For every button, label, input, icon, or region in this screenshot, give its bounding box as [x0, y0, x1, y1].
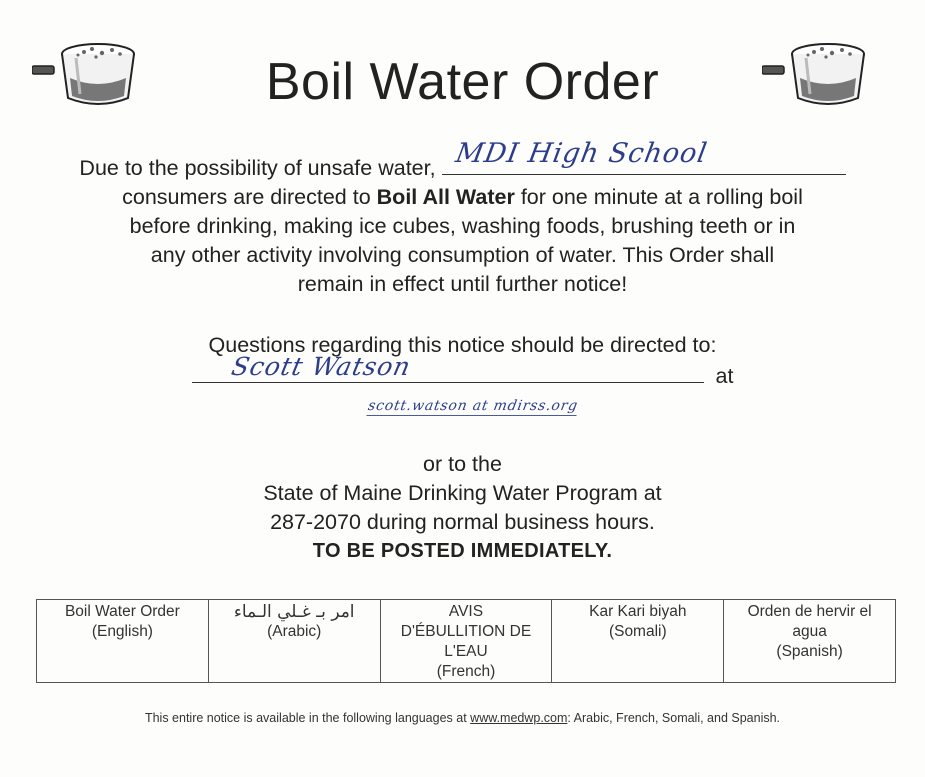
- contact-name-handwriting: Scott Watson: [228, 352, 414, 381]
- questions-line: Questions regarding this notice should be directed to:: [208, 333, 717, 357]
- contact-line: [0, 352, 925, 391]
- language-name: D'ÉBULLITION DE: [400, 623, 532, 640]
- table-row: [37, 600, 896, 683]
- questions-paragraph: [0, 331, 925, 391]
- notice-text: for one minute at a rolling boil: [520, 185, 803, 209]
- language-cell-arabic: [208, 600, 380, 683]
- state-line-2: State of Maine Drinking Water Program at: [263, 481, 662, 505]
- language-cell-french: [380, 600, 552, 683]
- notice-line-3: before drinking, making ice cubes, washing foods, brushing teeth or in: [129, 214, 796, 238]
- language-name: AVIS: [448, 603, 484, 620]
- notice-line-4: any other activity involving consumption of water. This Order shall: [150, 243, 775, 267]
- language-name: Kar Kari biyah: [589, 603, 687, 620]
- language-cell-english: [37, 600, 209, 683]
- notice-line-2: [0, 183, 925, 212]
- language-cell-somali: [552, 600, 724, 683]
- language-label: (Arabic): [267, 623, 322, 640]
- notice-paragraph: [0, 138, 925, 299]
- notice-line-5: remain in effect until further notice!: [297, 272, 628, 296]
- language-label: (Spanish): [776, 643, 843, 660]
- language-name: Boil Water Order: [64, 603, 180, 620]
- notice-text: Due to the possibility of unsafe water,: [79, 156, 436, 180]
- state-line-1: or to the: [423, 452, 502, 476]
- boil-all-water-emphasis: Boil All Water: [376, 185, 515, 209]
- language-table: [36, 599, 896, 683]
- language-label: (French): [436, 663, 496, 680]
- language-name: امر بـ غـلي الـماء: [233, 602, 355, 622]
- footer-text: This entire notice is available in the following languages at: [144, 711, 467, 725]
- water-system-field[interactable]: [442, 138, 846, 183]
- state-line-3: 287-2070 during normal business hours.: [270, 510, 655, 534]
- notice-line-1: [0, 138, 925, 183]
- language-label: (Somali): [608, 623, 667, 640]
- footer-note: [0, 711, 925, 725]
- page-title: Boil Water Order: [265, 53, 660, 111]
- contact-name-field[interactable]: [192, 352, 710, 391]
- footer-text: : Arabic, French, Somali, and Spanish.: [567, 711, 781, 725]
- water-system-handwriting: MDI High School: [452, 138, 710, 169]
- at-label: at: [715, 364, 734, 388]
- language-name: agua: [792, 623, 827, 640]
- language-label: (English): [91, 623, 153, 640]
- notice-text: consumers are directed to: [122, 185, 371, 209]
- contact-email-handwriting: scott.watson at mdirss.org: [366, 398, 580, 414]
- language-name: Orden de hervir el: [747, 603, 872, 620]
- medwp-link[interactable]: www.medwp.com: [470, 711, 568, 725]
- language-cell-spanish: [724, 600, 896, 683]
- state-paragraph: [0, 450, 925, 566]
- language-name: L'EAU: [444, 643, 488, 660]
- posted-notice: TO BE POSTED IMMEDIATELY.: [312, 540, 613, 562]
